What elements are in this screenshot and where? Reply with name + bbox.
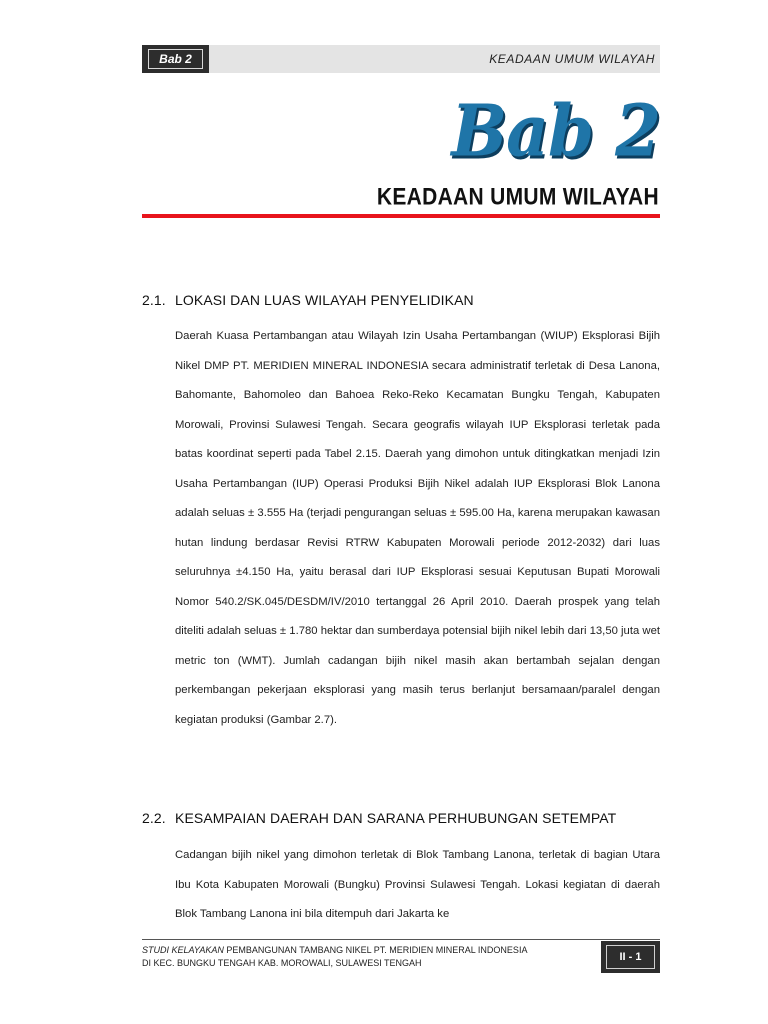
section-number: 2.1. (142, 292, 166, 308)
header-chapter-badge (142, 45, 209, 73)
page-number: II - 1 (606, 945, 655, 969)
running-header (142, 45, 660, 73)
chapter-subtitle: KEADAAN UMUM WILAYAH (376, 184, 659, 211)
section-title: LOKASI DAN LUAS WILAYAH PENYELIDIKAN (175, 292, 474, 308)
footer-study-label: STUDI KELAYAKAN (142, 945, 224, 955)
section-title: KESAMPAIAN DAERAH DAN SARANA PERHUBUNGAN SETEMPAT (175, 810, 617, 826)
section-heading-2-1 (142, 291, 474, 309)
section-heading-2-2 (142, 809, 616, 827)
footer-divider (142, 939, 660, 940)
header-chapter-label: Bab 2 (148, 49, 203, 69)
footer-line-1: PEMBANGUNAN TAMBANG NIKEL PT. MERIDIEN MINERAL INDONESIA (226, 945, 528, 955)
chapter-divider (142, 214, 660, 218)
header-title: KEADAAN UMUM WILAYAH (489, 52, 655, 66)
section-paragraph-2-1: Daerah Kuasa Pertambangan atau Wilayah Izin Usaha Pertambangan (WIUP) Eksplorasi Bijih Nikel DMP PT. MERIDIEN MINERAL INDONESIA secara administratif terletak di Desa Lanona, Bahomante, Bahomoleo dan Bahoea Reko-Reko Kecamatan Bungku Tengah, Kabupaten Morowali, Provinsi Sulawesi Tengah. Secara geografis wilayah IUP Eksplorasi terletak pada batas koordinat seperti pada Tabel 2.15. Daerah yang dimohon untuk ditingkatkan menjadi Izin Usaha Pertambangan (IUP) Operasi Produksi Bijih Nikel adalah IUP Eksplorasi Blok Lanona adalah seluas ± 3.555 Ha (terjadi pengurangan seluas ± 595.00 Ha, karena merupakan kawasan hutan lindung berdasar Revisi RTRW Kabupaten Morowali periode 2012-2032) dari luas seluruhnya ±4.150 Ha, yaitu berasal dari IUP Eksplorasi sesuai Keputusan Bupati Morowali Nomor 540.2/SK.045/DESDM/IV/2010 tertanggal 26 April 2010. Daerah prospek yang telah diteliti adalah seluas ± 1.780 hektar dan sumberdaya potensial bijih nikel lebih dari 13,50 juta wet metric ton (WMT). Jumlah cadangan bijih nikel masih akan bertambah sejalan dengan perkembangan pekerjaan eksplorasi yang masih terus berlanjut bersamaan/paralel dengan kegiatan produksi (Gambar 2.7). (175, 330, 660, 726)
chapter-number-title: Bab 2 (451, 88, 660, 173)
section-paragraph-2-2: Cadangan bijih nikel yang dimohon terletak di Blok Tambang Lanona, terletak di bagian Utara Ibu Kota Kabupaten Morowali (Bungku) Provinsi Sulawesi Tengah. Lokasi kegiatan di daerah Blok Tambang Lanona ini bila ditempuh dari Jakarta ke (175, 849, 660, 920)
footer-text (142, 944, 527, 970)
footer-line-2: DI KEC. BUNGKU TENGAH KAB. MOROWALI, SULAWESI TENGAH (142, 958, 422, 968)
page-number-badge (601, 941, 660, 973)
section-number: 2.2. (142, 810, 166, 826)
